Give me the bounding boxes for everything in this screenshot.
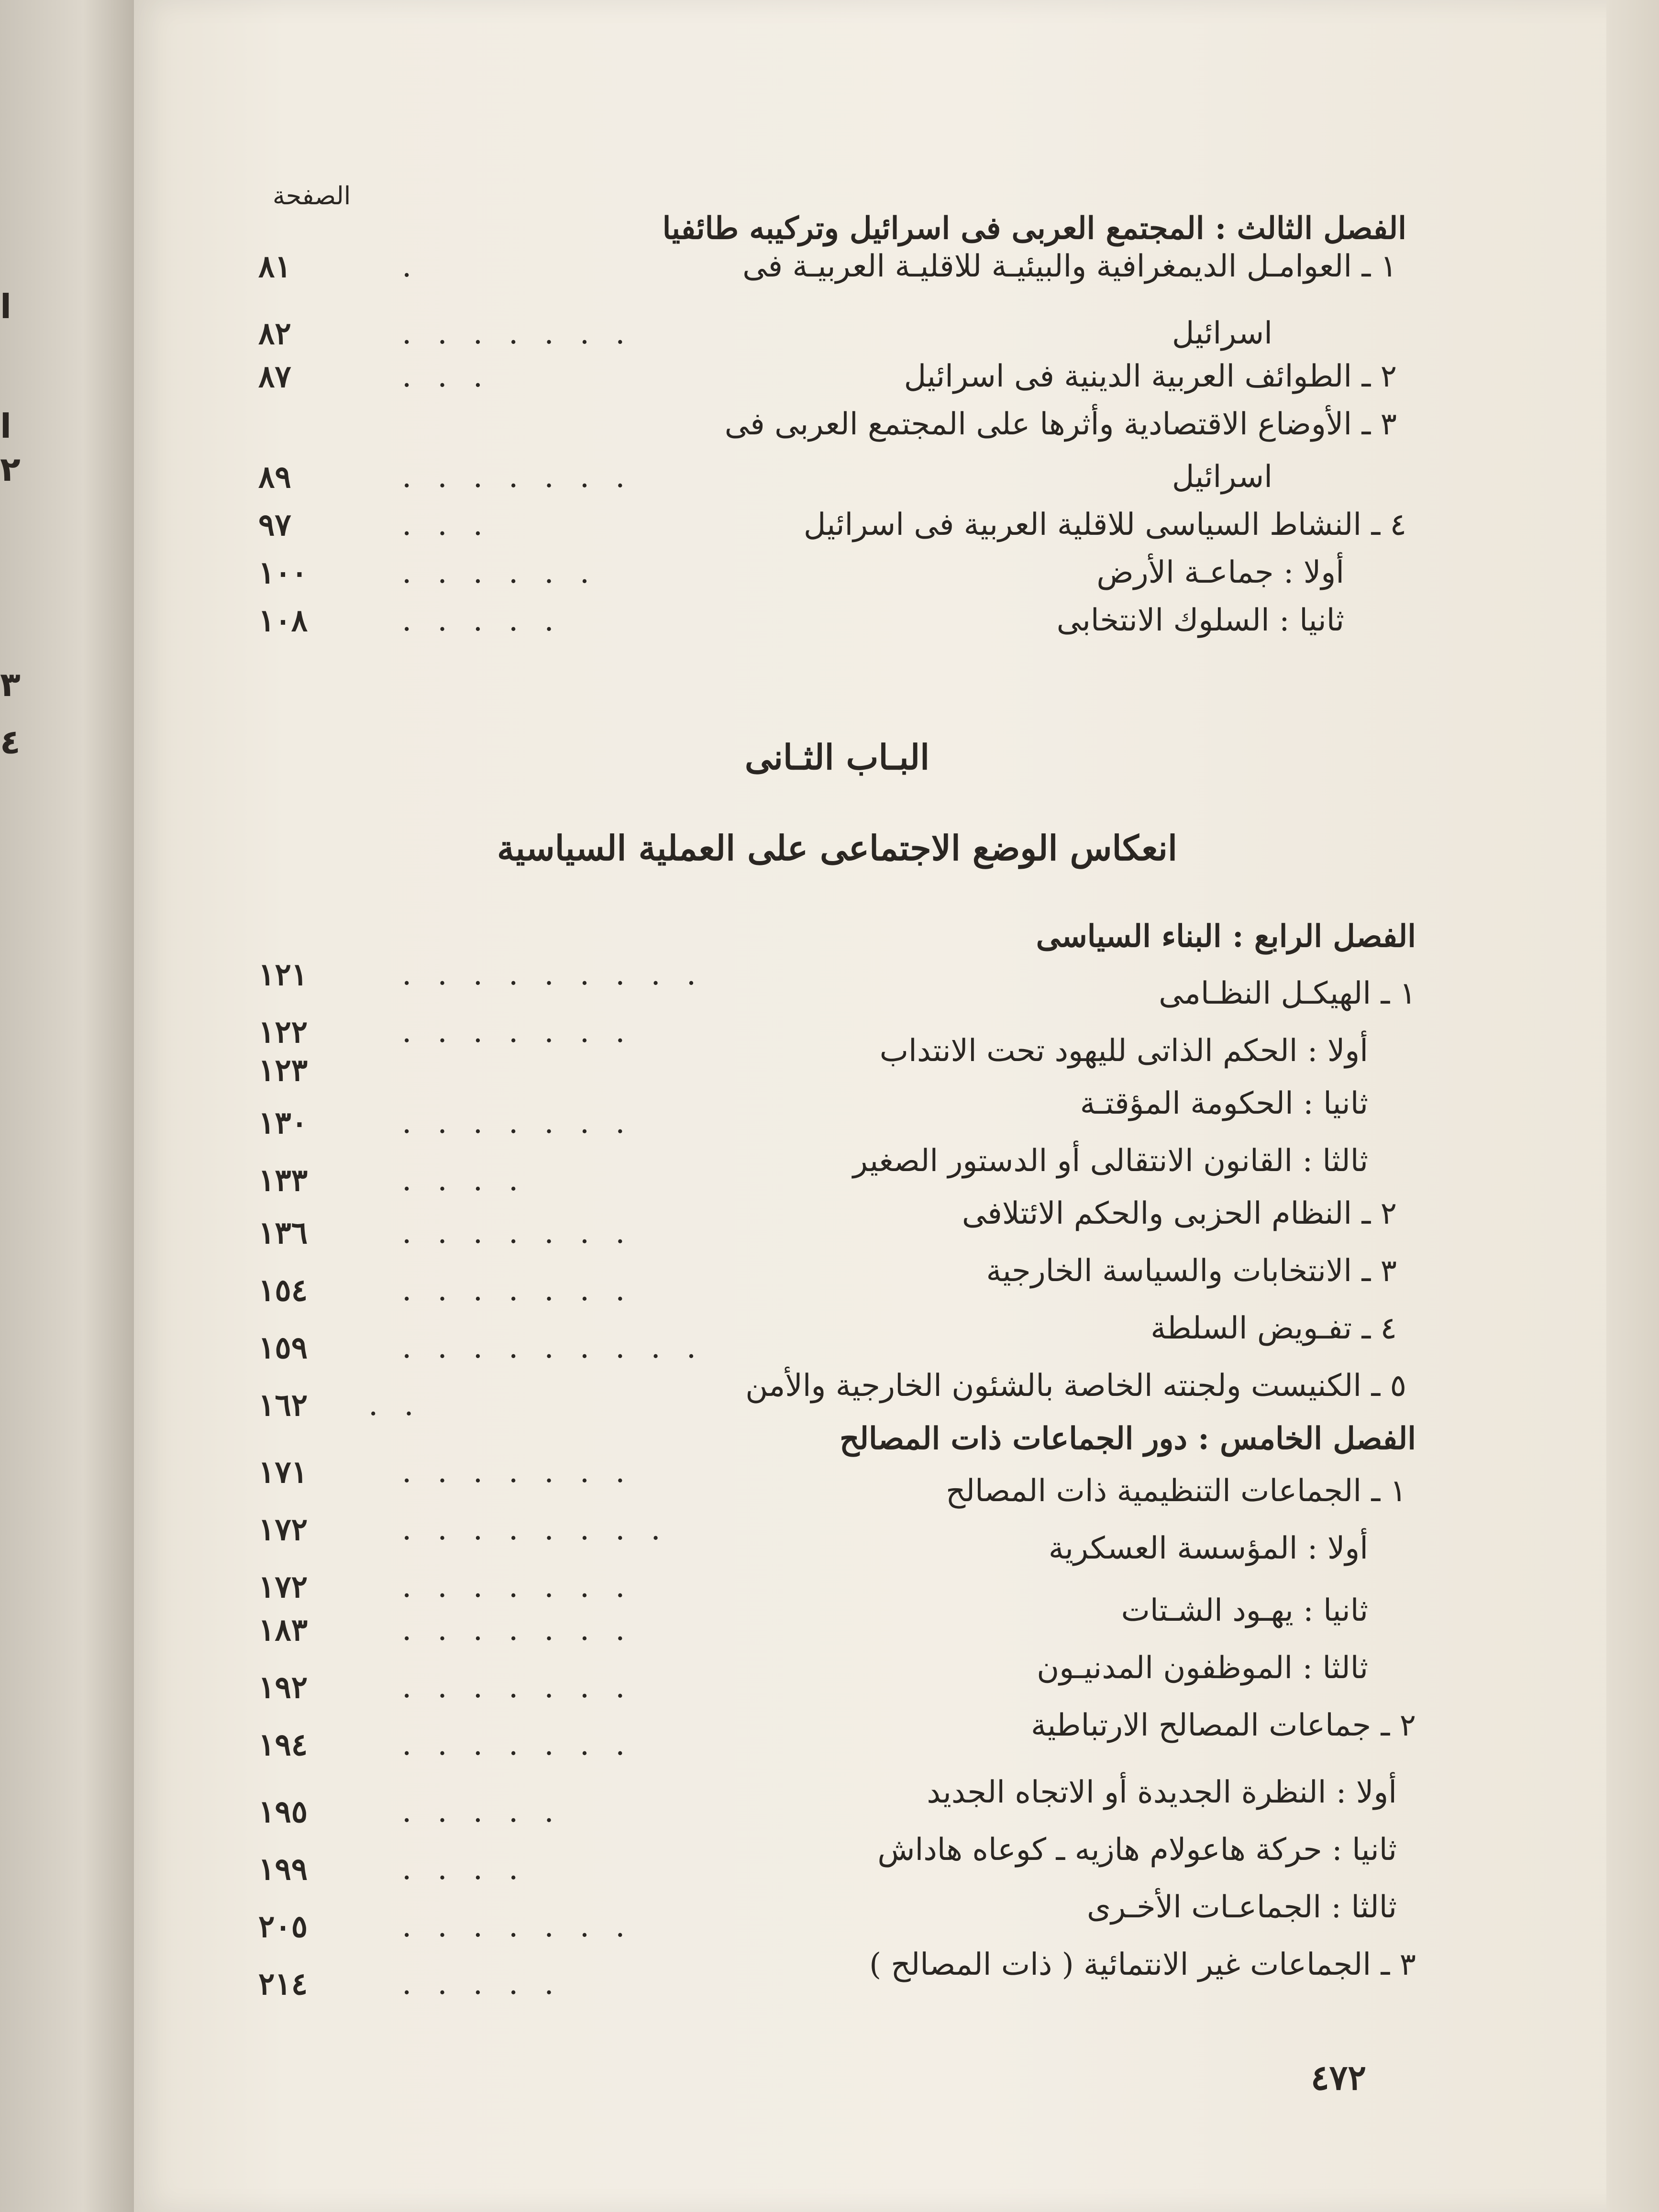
entry-text: ثانيا : الحكومة المؤقتـة bbox=[1080, 1086, 1368, 1121]
toc-entry bbox=[258, 1143, 1416, 1196]
toc-entry bbox=[258, 407, 1416, 459]
entry-text: ٢ ـ جماعات المصالح الارتباطية bbox=[1031, 1708, 1416, 1743]
entry-text: ثالثا : القانون الانتقالى أو الدستور الصغير bbox=[852, 1143, 1368, 1179]
part-subtitle: انعكاس الوضع الاجتماعى على العملية السياسية bbox=[497, 828, 1177, 868]
page-number: ١٧١ bbox=[258, 1454, 308, 1490]
leader-dots: ....... bbox=[402, 1612, 651, 1648]
toc-entry bbox=[258, 507, 1416, 560]
toc-entry bbox=[258, 459, 1416, 512]
page-number: ٨١ bbox=[258, 249, 291, 285]
toc-entry bbox=[258, 1311, 1416, 1366]
toc-entry bbox=[258, 1473, 1416, 1548]
entry-text: أولا : النظرة الجديدة أو الاتجاه الجديد bbox=[927, 1775, 1397, 1810]
toc-entry bbox=[258, 1832, 1416, 1885]
leader-dots: ....... bbox=[402, 1014, 651, 1050]
entry-text: ١ ـ الهيكـل النظـامى bbox=[1159, 976, 1416, 1011]
page-column-label: الصفحة bbox=[273, 182, 351, 210]
entry-text: أولا : الحكم الذاتى لليهود تحت الانتداب bbox=[879, 1033, 1368, 1069]
left-page-fragment: ا bbox=[0, 287, 11, 326]
toc-entry bbox=[258, 1593, 1416, 1646]
toc-entry bbox=[258, 1775, 1416, 1830]
toc-entry bbox=[258, 1196, 1416, 1249]
adjacent-page-edge bbox=[1606, 0, 1659, 2212]
folio-page-number: ٤٧٢ bbox=[1311, 2057, 1367, 2098]
leader-dots: ......... bbox=[402, 1330, 722, 1365]
toc-entry bbox=[258, 1253, 1416, 1306]
page-number: ١٥٤ bbox=[258, 1272, 308, 1308]
chapter-title: الفصل الخامس : دور الجماعات ذات المصالح bbox=[840, 1421, 1416, 1457]
entry-text: ٥ ـ الكنيست ولجنته الخاصة بالشئون الخارجية والأمن bbox=[745, 1368, 1406, 1404]
leader-dots: ....... bbox=[402, 459, 651, 495]
entry-text: اسرائيل bbox=[1172, 459, 1272, 495]
toc-entry bbox=[258, 1708, 1416, 1763]
leader-dots: ....... bbox=[402, 1105, 651, 1140]
toc-entry bbox=[258, 555, 1416, 608]
page-number: ١٢٢ bbox=[258, 1014, 308, 1050]
toc-entry bbox=[258, 249, 1416, 301]
page-number: ١٢١ bbox=[258, 957, 308, 993]
leader-dots: ..... bbox=[402, 1966, 580, 2002]
page-number: ١٧٢ bbox=[258, 1569, 308, 1605]
leader-dots: ....... bbox=[402, 1272, 651, 1308]
leader-dots: ......... bbox=[402, 957, 722, 992]
page-number: ٢١٤ bbox=[258, 1966, 308, 2002]
chapter-title: الفصل الرابع : البناء السياسى bbox=[1036, 918, 1416, 954]
page-number: ١٩٤ bbox=[258, 1727, 308, 1763]
leader-dots: ....... bbox=[402, 1215, 651, 1250]
leader-dots: ... bbox=[402, 507, 509, 542]
left-page-fragment: ۳ bbox=[0, 665, 21, 704]
entry-text: ثالثا : الجماعـات الأخـرى bbox=[1087, 1890, 1397, 1925]
leader-dots: ...... bbox=[402, 555, 616, 590]
page-number: ١٩٩ bbox=[258, 1851, 308, 1887]
page-number: ١٢٣ bbox=[258, 1052, 308, 1088]
left-page-edge bbox=[0, 0, 139, 2212]
entry-text: ٢ ـ الطوائف العربية الدينية فى اسرائيل bbox=[904, 359, 1397, 394]
leader-dots: .... bbox=[402, 1851, 544, 1887]
toc-entry bbox=[258, 1531, 1416, 1605]
page-number: ١٦٢ bbox=[258, 1387, 308, 1423]
leader-dots: ..... bbox=[402, 603, 580, 638]
leader-dots: ....... bbox=[402, 1670, 651, 1705]
page-number: ٩٧ bbox=[258, 507, 291, 543]
entry-text: ثانيا : حركة هاعولام هازيه ـ كوعاه هاداش bbox=[877, 1832, 1397, 1868]
page-number: ٨٧ bbox=[258, 359, 291, 395]
entry-text: اسرائيل bbox=[1172, 316, 1272, 351]
entry-text: ٣ ـ الجماعات غير الانتمائية ( ذات المصالح ) bbox=[869, 1947, 1416, 1982]
toc-entry bbox=[258, 1368, 1416, 1421]
leader-dots: . bbox=[402, 249, 438, 284]
leader-dots: .... bbox=[402, 1162, 544, 1198]
entry-text: ٣ ـ الأوضاع الاقتصادية وأثرها على المجتمع العربى فى bbox=[724, 407, 1397, 442]
toc-entry bbox=[258, 1086, 1416, 1139]
toc-entry bbox=[258, 976, 1416, 1050]
entry-text: أولا : المؤسسة العسكرية bbox=[1048, 1531, 1368, 1566]
page-number: ١٨٣ bbox=[258, 1612, 308, 1648]
page-number: ١٧٢ bbox=[258, 1512, 308, 1548]
entry-text: ١ ـ الجماعات التنظيمية ذات المصالح bbox=[946, 1473, 1406, 1509]
page-number: ١٩٥ bbox=[258, 1794, 308, 1830]
page-number: ١٩٢ bbox=[258, 1670, 308, 1705]
entry-text: ثانيا : السلوك الانتخابى bbox=[1056, 603, 1344, 638]
leader-dots: ....... bbox=[402, 1727, 651, 1762]
page-number: ١٣٠ bbox=[258, 1105, 308, 1141]
leader-dots: ....... bbox=[402, 1909, 651, 1944]
toc-entry bbox=[258, 359, 1416, 411]
entry-text: ٣ ـ الانتخابات والسياسة الخارجية bbox=[986, 1253, 1397, 1289]
left-page-fragment: ۲ bbox=[0, 450, 21, 489]
page-number: ٨٩ bbox=[258, 459, 291, 495]
leader-dots: .. bbox=[368, 1387, 440, 1423]
toc-entry bbox=[258, 1650, 1416, 1703]
entry-text: ثانيا : يهـود الشـتات bbox=[1121, 1593, 1368, 1628]
leader-dots: ........ bbox=[402, 1512, 686, 1547]
entry-text: ٤ ـ تفـويض السلطة bbox=[1150, 1311, 1397, 1346]
page-number: ٢٠٥ bbox=[258, 1909, 308, 1945]
entry-text: ٤ ـ النشاط السياسى للاقلية العربية فى اسرائيل bbox=[803, 507, 1406, 542]
leader-dots: ....... bbox=[402, 1454, 651, 1490]
page-number: ١٠٠ bbox=[258, 555, 308, 591]
leader-dots: ....... bbox=[402, 316, 651, 351]
left-page-fragment: ٤ bbox=[0, 722, 21, 762]
page-number: ١٠٨ bbox=[258, 603, 308, 639]
left-page-fragment: ا bbox=[0, 407, 11, 446]
part-heading: البـاب الثـانى bbox=[744, 737, 930, 777]
entry-text: ثالثا : الموظفون المدنيـون bbox=[1037, 1650, 1368, 1686]
page-number: ١٣٣ bbox=[258, 1162, 308, 1198]
leader-dots: ..... bbox=[402, 1794, 580, 1829]
page-number: ١٣٦ bbox=[258, 1215, 308, 1251]
chapter-title: الفصل الثالث : المجتمع العربى فى اسرائيل وتركيبه طائفيا bbox=[662, 210, 1406, 246]
toc-entry bbox=[258, 1033, 1416, 1086]
leader-dots: ... bbox=[402, 359, 509, 394]
toc-entry bbox=[258, 603, 1416, 655]
toc-entry bbox=[258, 1947, 1416, 2000]
page-number: ١٥٩ bbox=[258, 1330, 308, 1366]
toc-entry bbox=[258, 1890, 1416, 1945]
entry-text: أولا : جماعـة الأرض bbox=[1096, 555, 1344, 590]
leader-dots: ....... bbox=[402, 1569, 651, 1604]
entry-text: ٢ ـ النظام الحزبى والحكم الائتلافى bbox=[962, 1196, 1397, 1231]
page-number: ٨٢ bbox=[258, 316, 291, 352]
entry-text: ١ ـ العوامـل الديمغرافية والبيئيـة للاقليـة العربيـة فى bbox=[742, 249, 1397, 284]
